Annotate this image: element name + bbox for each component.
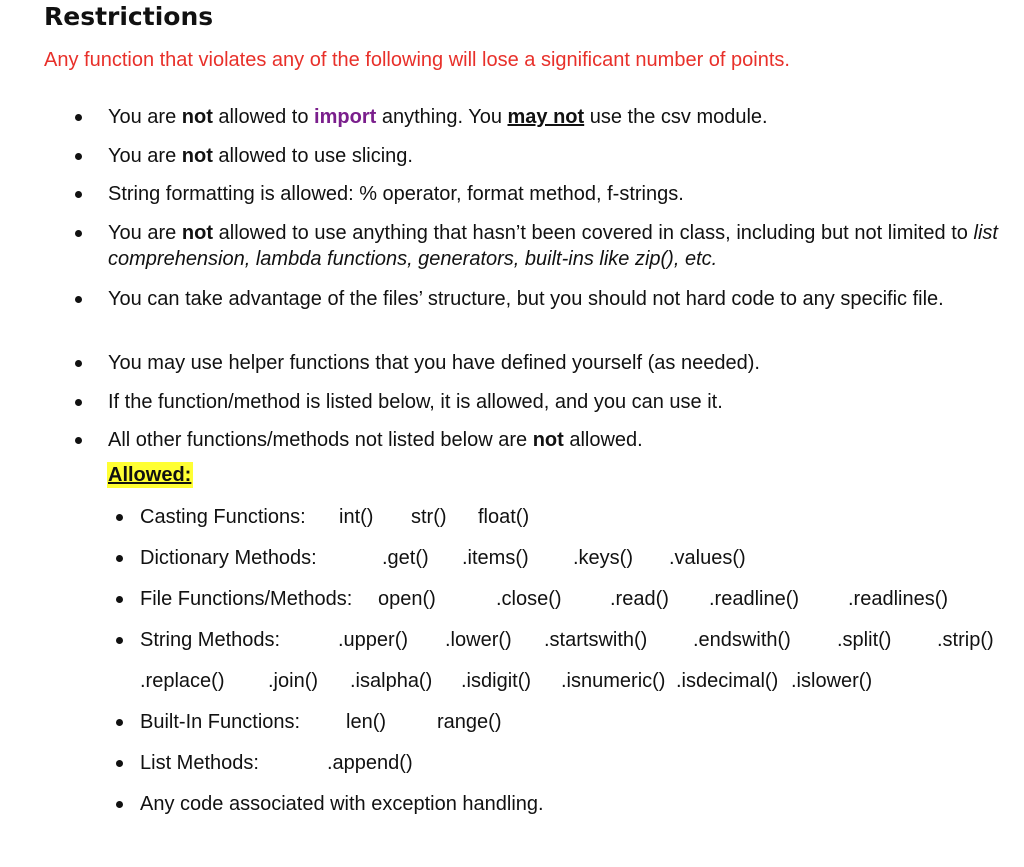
restriction-no-slicing: You are not allowed to use slicing.: [108, 143, 998, 169]
restriction-helper-functions: You may use helper functions that you have defined yourself (as needed).: [108, 350, 998, 376]
allowed-builtin-functions: Built-In Functions: len() range(): [140, 711, 502, 733]
allowed-string-methods-continued: .replace() .join() .isalpha() .isdigit() .isnumeric() .isdecimal() .islower(): [140, 670, 873, 692]
allowed-list-methods: List Methods: .append(): [140, 752, 413, 774]
page-title: Restrictions: [44, 2, 214, 31]
allowed-casting-functions: Casting Functions: str() int() float(): [140, 506, 530, 528]
warning-text: Any function that violates any of the following will lose a significant number of points.: [44, 49, 790, 71]
restriction-string-formatting: String formatting is allowed: % operator, format method, f-strings.: [108, 181, 998, 207]
restriction-not-covered: You are not allowed to use anything that hasn’t been covered in class, including but not limited to list comprehension, lambda functions, generators, built-ins like zip(), etc.: [108, 222, 998, 270]
allowed-exception-handling: Any code associated with exception handling.: [140, 793, 544, 815]
allowed-string-methods: String Methods: .upper() .lower() .startswith() .endswith() .split() .strip(): [140, 629, 994, 651]
restriction-listed-allowed: If the function/method is listed below, it is allowed, and you can use it.: [108, 389, 998, 415]
allowed-file-methods: File Functions/Methods: open() .close() .read() .readline() .readlines(): [140, 588, 949, 610]
allowed-label: Allowed:: [108, 464, 192, 486]
allowed-dictionary-methods: Dictionary Methods: .get() .items() .keys() .values(): [140, 547, 746, 569]
import-keyword: import: [314, 106, 377, 128]
restriction-no-import: You are not allowed to import anything. You may not use the csv module.: [108, 104, 998, 130]
restriction-others-not-allowed: All other functions/methods not listed below are not allowed.: [108, 427, 998, 453]
restriction-files-structure: You can take advantage of the files’ structure, but you should not hard code to any specific file.: [108, 286, 998, 312]
